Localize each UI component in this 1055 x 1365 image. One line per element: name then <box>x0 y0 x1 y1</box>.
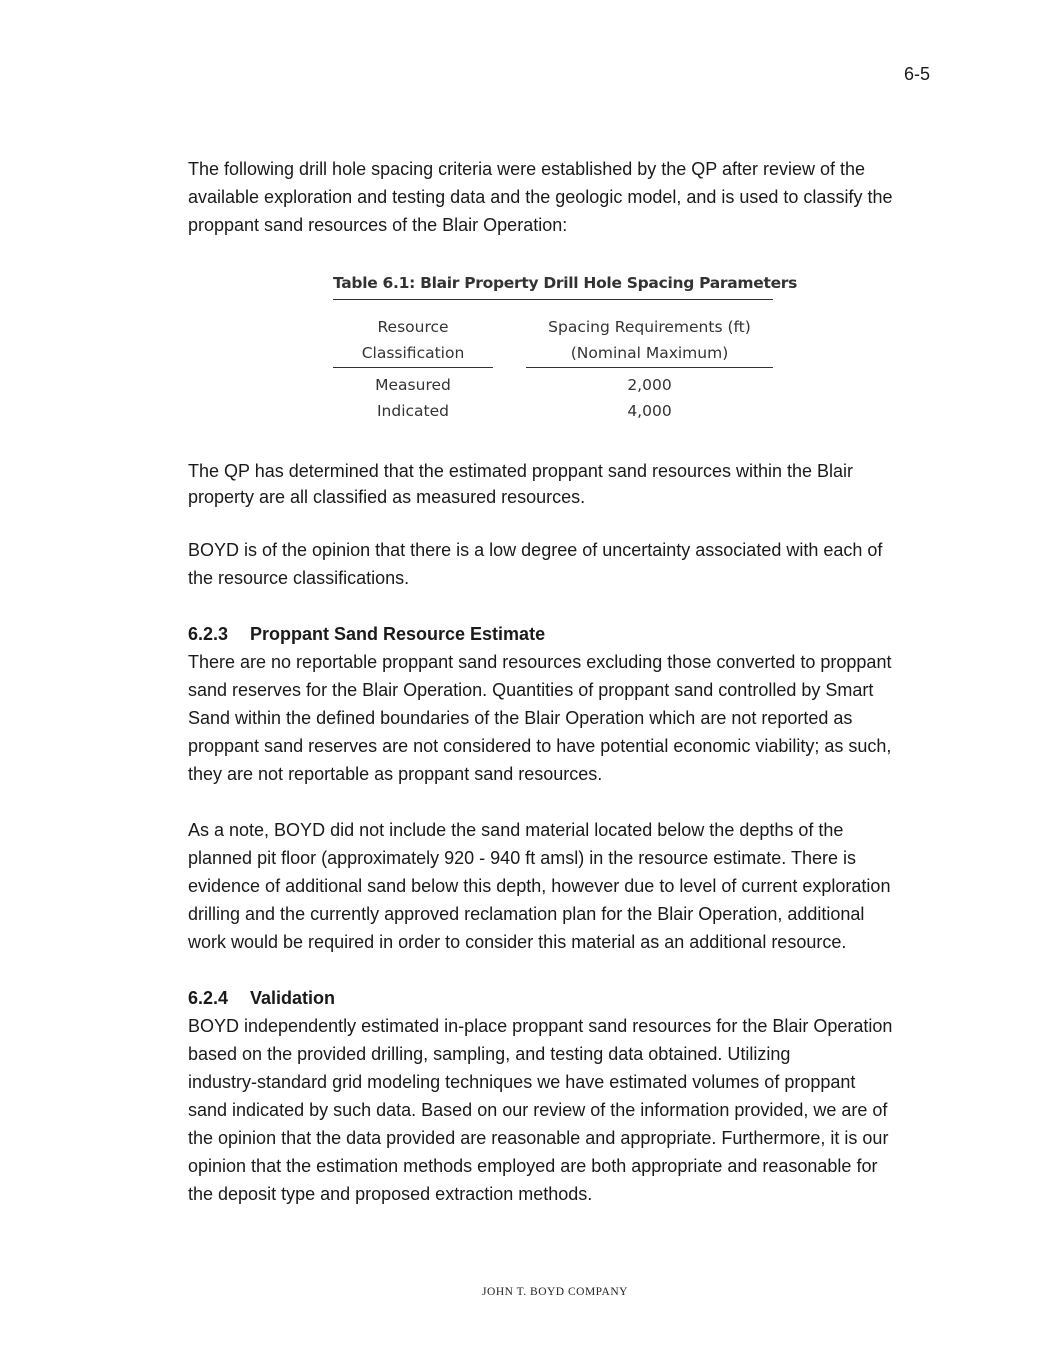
cell-spacing: 4,000 <box>627 402 672 420</box>
table-row <box>333 398 773 424</box>
section-heading-624 <box>188 984 933 1012</box>
paragraph-line: As a note, BOYD did not include the sand material located below the depths of the <box>188 820 844 840</box>
header-text: Spacing Requirements (ft) <box>548 318 751 336</box>
cell-classification: Indicated <box>376 402 449 420</box>
paragraph-line: sand indicated by such data. Based on our review of the information provided, we are of <box>188 1100 888 1120</box>
qp-paragraph <box>188 458 933 510</box>
qp-line: The QP has determined that the estimated proppant sand resources within the Blair <box>188 461 854 481</box>
paragraph-line: evidence of additional sand below this depth, however due to level of current exploration <box>188 876 891 896</box>
boyd-line: the resource classifications. <box>188 568 410 588</box>
section-number: 6.2.3 <box>188 624 229 644</box>
header-text: Classification <box>361 344 465 362</box>
table-header-row <box>333 314 773 368</box>
paragraph-line: sand reserves for the Blair Operation. Quantities of proppant sand controlled by Smart <box>188 680 874 700</box>
header-classification <box>333 314 493 368</box>
header-text: (Nominal Maximum) <box>570 344 729 362</box>
section-624-paragraph-1 <box>188 1012 933 1208</box>
header-text: Resource <box>377 318 449 336</box>
section-number: 6.2.4 <box>188 988 229 1008</box>
section-623-paragraph-2 <box>188 816 933 956</box>
cell-spacing: 2,000 <box>627 376 672 394</box>
paragraph-line: planned pit floor (approximately 920 - 940 ft amsl) in the resource estimate. There is <box>188 848 856 868</box>
section-title: Validation <box>250 988 336 1008</box>
paragraph-line: the deposit type and proposed extraction methods. <box>188 1184 593 1204</box>
page-number: 6-5 <box>903 64 930 84</box>
company-footer: JOHN T. BOYD COMPANY <box>482 1286 628 1298</box>
paragraph-line: drilling and the currently approved reclamation plan for the Blair Operation, additional <box>188 904 865 924</box>
section-heading-623 <box>188 620 933 648</box>
paragraph-line: There are no reportable proppant sand resources excluding those converted to proppant <box>188 652 892 672</box>
table-body <box>333 372 773 424</box>
document-body <box>188 155 933 1208</box>
spacing-table <box>333 269 798 424</box>
paragraph-line: the opinion that the data provided are reasonable and appropriate. Furthermore, it is our <box>188 1128 889 1148</box>
intro-line: proppant sand resources of the Blair Operation: <box>188 215 568 235</box>
paragraph-line: BOYD independently estimated in-place proppant sand resources for the Blair Operation <box>188 1016 893 1036</box>
table-caption: Table 6.1: Blair Property Drill Hole Spacing Parameters <box>333 269 773 300</box>
boyd-paragraph <box>188 536 933 592</box>
boyd-line: BOYD is of the opinion that there is a low degree of uncertainty associated with each of <box>188 540 883 560</box>
paragraph-line: work would be required in order to consider this material as an additional resource. <box>188 932 847 952</box>
qp-line: property are all classified as measured resources. <box>188 487 586 507</box>
cell-classification: Measured <box>375 376 451 394</box>
paragraph-line: proppant sand reserves are not considered to have potential economic viability; as such, <box>188 736 892 756</box>
paragraph-line: they are not reportable as proppant sand resources. <box>188 764 603 784</box>
section-623-paragraph-1 <box>188 648 933 788</box>
table-row <box>333 372 773 398</box>
paragraph-line: based on the provided drilling, sampling, and testing data obtained. Utilizing <box>188 1044 791 1064</box>
intro-line: available exploration and testing data and the geologic model, and is used to classify the <box>188 187 893 207</box>
header-spacing <box>526 314 773 368</box>
intro-line: The following drill hole spacing criteria were established by the QP after review of the <box>188 159 866 179</box>
paragraph-line: Sand within the defined boundaries of the Blair Operation which are not reported as <box>188 708 853 728</box>
paragraph-line: opinion that the estimation methods employed are both appropriate and reasonable for <box>188 1156 878 1176</box>
section-title: Proppant Sand Resource Estimate <box>250 624 546 644</box>
intro-paragraph <box>188 155 933 239</box>
paragraph-line: industry-standard grid modeling techniques we have estimated volumes of proppant <box>188 1072 856 1092</box>
